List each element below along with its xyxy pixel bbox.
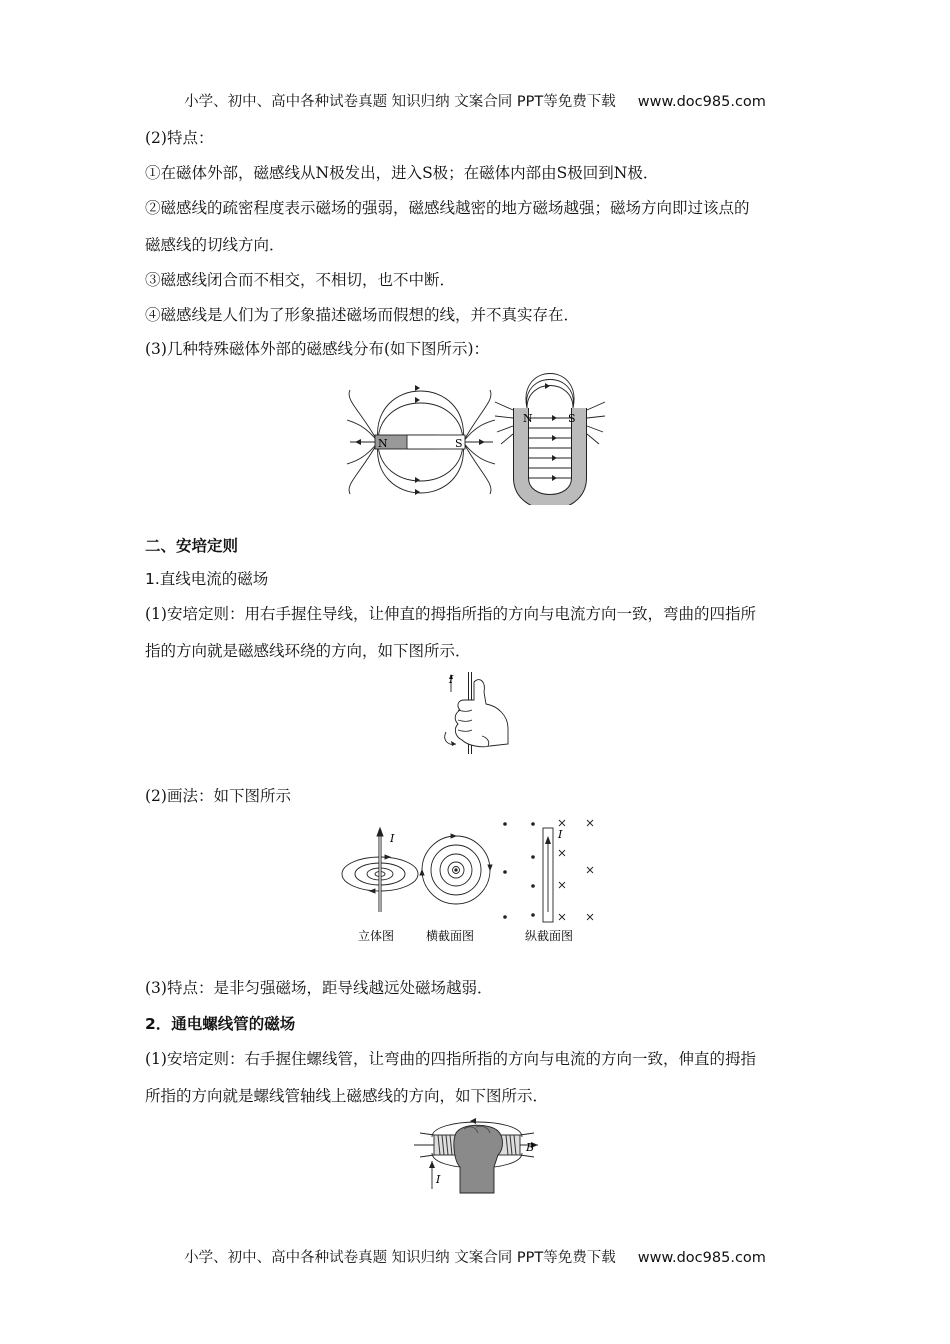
feature-2b: 磁感线的切线方向． [145,236,285,254]
u-magnet-field-lines [495,374,605,479]
caption-3d: 立体图 [358,929,395,943]
view-3d-current-label: I [390,832,395,845]
magnet-fields-figure [345,370,610,505]
feature-3: ③磁感线闭合而不相交，不相切，也不中断． [145,271,456,289]
u-magnet-n-label: N [523,412,533,425]
caption-cross: 横截面图 [426,929,475,943]
sub1-feature: (3)特点：是非匀强磁场，距导线越远处磁场越弱． [145,979,493,997]
caption-long: 纵截面图 [525,929,574,943]
solenoid-field-label: B [526,1141,535,1154]
u-magnet-arrows [545,383,557,481]
header-site: www.doc985.com [637,94,766,110]
sub1-title: 1.直线电流的磁场 [145,570,269,588]
sub2-title: 2．通电螺线管的磁场 [145,1015,296,1033]
feature-2a: ②磁感线的疏密程度表示磁场的强弱，磁感线越密的地方磁场越强；磁场方向即过该点的 [145,199,750,217]
view-longitudinal [503,820,593,922]
page-header [0,90,950,111]
sub2-rule-b: 所指的方向就是螺线管轴线上磁感线的方向，如下图所示． [145,1087,549,1105]
footer-text: 小学、初中、高中各种试卷真题 知识归纳 文案合同 PPT等免费下载 [184,1250,616,1266]
solenoid-current-label: I [436,1173,441,1186]
section2-title: 二、安培定则 [145,537,239,555]
wire-hand-figure [438,670,513,755]
feature-1: ①在磁体外部，磁感线从N极发出，进入S极；在磁体内部由S极回到N极． [145,164,659,182]
footer-site: www.doc985.com [637,1250,766,1266]
view-long-current-label: I [558,828,563,841]
bar-magnet-s-label: S [455,437,463,450]
feature-4: ④磁感线是人们为了形象描述磁场而假想的线，并不真实存在． [145,306,580,324]
sub1-rule-b: 指的方向就是磁感线环绕的方向，如下图所示． [145,642,471,660]
sub2-rule-a: (1)安培定则：右手握住螺线管，让弯曲的四指所指的方向与电流的方向一致，伸直的拇指 [145,1050,756,1068]
bar-magnet-n-label: N [378,437,388,450]
u-magnet-s-label: S [568,412,576,425]
features-title: (2)特点： [145,129,214,147]
wire-current-label: I [449,673,454,686]
page-footer [0,1246,950,1267]
special-title: (3)几种特殊磁体外部的磁感线分布(如下图所示)： [145,340,490,358]
solenoid-hand-figure [410,1115,545,1195]
view-cross [420,834,492,904]
view-3d [342,828,418,912]
sub1-rule-a: (1)安培定则：用右手握住导线，让伸直的拇指所指的方向与电流方向一致，弯曲的四指所 [145,605,756,623]
straight-current-views-figure [340,812,610,947]
sub1-draw: (2)画法：如下图所示 [145,787,291,805]
header-text: 小学、初中、高中各种试卷真题 知识归纳 文案合同 PPT等免费下载 [184,94,616,110]
